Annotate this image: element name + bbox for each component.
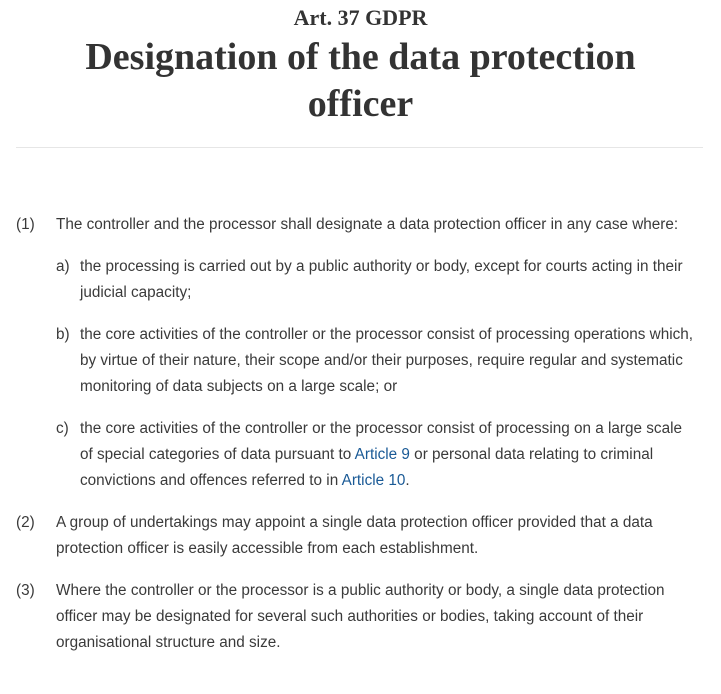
point-text: the core activities of the controller or the processor consist of processing operations which, by virtue of their nature, their scope and/or their purposes, require regular and systematic monitoring of data subjects on a large scale; or (80, 326, 694, 395)
paragraph-number: (3) (16, 582, 35, 599)
point-letter: c) (56, 420, 69, 437)
point-text: the processing is carried out by a public authority or body, except for courts acting in their judicial capacity; (80, 258, 683, 301)
point-text-end: . (405, 472, 410, 489)
point-text-middle: or personal data relating to criminal convictions and offences referred to in (80, 446, 654, 489)
point-c (56, 416, 697, 494)
paragraph-text: Where the controller or the processor is a public authority or body, a single data protection officer may be designated for several such authorities or bodies, taking account of their organisational structure and size. (56, 582, 665, 651)
point-letter: a) (56, 258, 70, 275)
article-number: Art. 37 GDPR (293, 5, 428, 30)
paragraph-number: (2) (16, 514, 35, 531)
paragraph-1 (0, 212, 721, 494)
article-header (0, 0, 721, 128)
article-title: Designation of the data protection officer (85, 36, 636, 125)
point-list (56, 254, 697, 494)
point-b (56, 322, 697, 400)
article-body (0, 212, 721, 672)
paragraph-text: The controller and the processor shall designate a data protection officer in any case where: (56, 216, 679, 233)
point-a (56, 254, 697, 306)
paragraph-2 (0, 510, 721, 562)
paragraph-3 (0, 578, 721, 656)
article-9-link[interactable]: Article 9 (354, 446, 410, 463)
paragraph-number: (1) (16, 216, 35, 233)
paragraph-text: A group of undertakings may appoint a single data protection officer provided that a data protection officer is easily accessible from each establishment. (56, 514, 653, 557)
point-text-start: the core activities of the controller or the processor consist of processing on a large scale of special categories of data pursuant to (80, 420, 682, 463)
header-divider (16, 147, 703, 148)
point-letter: b) (56, 326, 70, 343)
article-10-link[interactable]: Article 10 (341, 472, 406, 489)
